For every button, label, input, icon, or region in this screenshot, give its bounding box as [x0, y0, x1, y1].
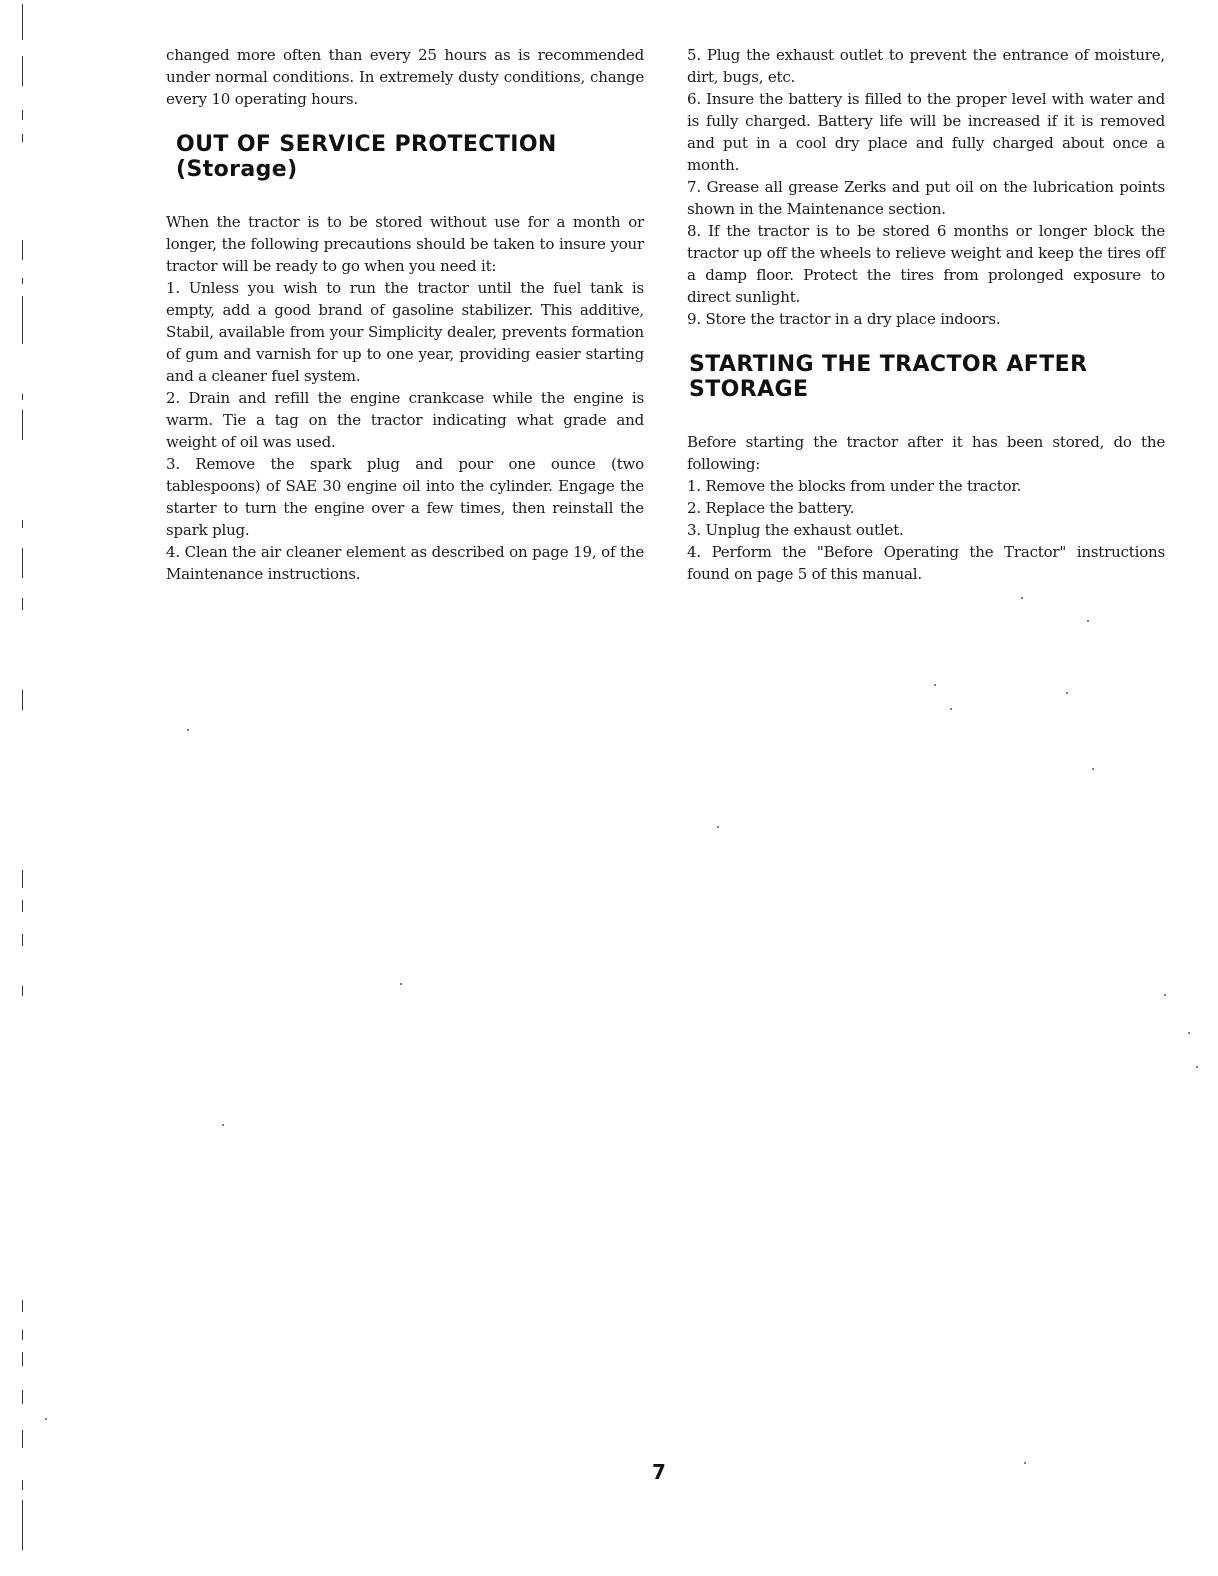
intro-paragraph: changed more often than every 25 hours as is recommended under normal conditions. In extremely dusty conditions, change every 10 operating hours.: [166, 46, 644, 108]
after-storage-step-1: 1. Remove the blocks from under the tractor.: [687, 477, 1022, 495]
storage-step-3: 3. Remove the spark plug and pour one ounce (two tablespoons) of SAE 30 engine oil into the cylinder. Engage the starter to turn the engine over a few times, then reinstall the spark plug.: [166, 455, 644, 539]
after-storage-step-4: 4. Perform the "Before Operating the Tractor" instructions found on page 5 of this manual.: [687, 543, 1165, 583]
storage-step-2: 2. Drain and refill the engine crankcase while the engine is warm. Tie a tag on the tractor indicating what grade and weight of oil was used.: [166, 389, 644, 451]
storage-step-6: 6. Insure the battery is filled to the proper level with water and is fully charged. Battery life will be increased if it is removed and put in a cool dry place and fully charged about once a month.: [687, 90, 1165, 174]
storage-step-9: 9. Store the tractor in a dry place indoors.: [687, 310, 1001, 328]
storage-step-8: 8. If the tractor is to be stored 6 months or longer block the tractor up off the wheels to relieve weight and keep the tires off a damp floor. Protect the tires from prolonged exposure to direct sunlight.: [687, 222, 1165, 306]
section-heading-storage: OUT OF SERVICE PROTECTION (Storage): [176, 132, 557, 182]
after-storage-intro: Before starting the tractor after it has been stored, do the following:: [687, 433, 1165, 473]
scan-edge-marks: [22, 0, 24, 1576]
section-heading-starting: STARTING THE TRACTOR AFTER STORAGE: [689, 352, 1088, 402]
after-storage-step-2: 2. Replace the battery.: [687, 499, 855, 517]
storage-step-1: 1. Unless you wish to run the tractor until the fuel tank is empty, add a good brand of gasoline stabilizer. This additive, Stabil, available from your Simplicity dealer, prevents formation of gum and varnish for up to one year, providing easier starting and a cleaner fuel system.: [166, 279, 644, 385]
storage-step-5: 5. Plug the exhaust outlet to prevent the entrance of moisture, dirt, bugs, etc.: [687, 46, 1165, 86]
left-column: [166, 44, 644, 585]
storage-intro-paragraph: When the tractor is to be stored without use for a month or longer, the following precautions should be taken to insure your tractor will be ready to go when you need it:: [166, 213, 644, 275]
page-number: 7: [652, 1460, 666, 1484]
storage-step-4: 4. Clean the air cleaner element as described on page 19, of the Maintenance instructions.: [166, 543, 644, 583]
after-storage-step-3: 3. Unplug the exhaust outlet.: [687, 521, 904, 539]
right-column: [687, 44, 1165, 585]
storage-step-7: 7. Grease all grease Zerks and put oil on the lubrication points shown in the Maintenance section.: [687, 178, 1165, 218]
